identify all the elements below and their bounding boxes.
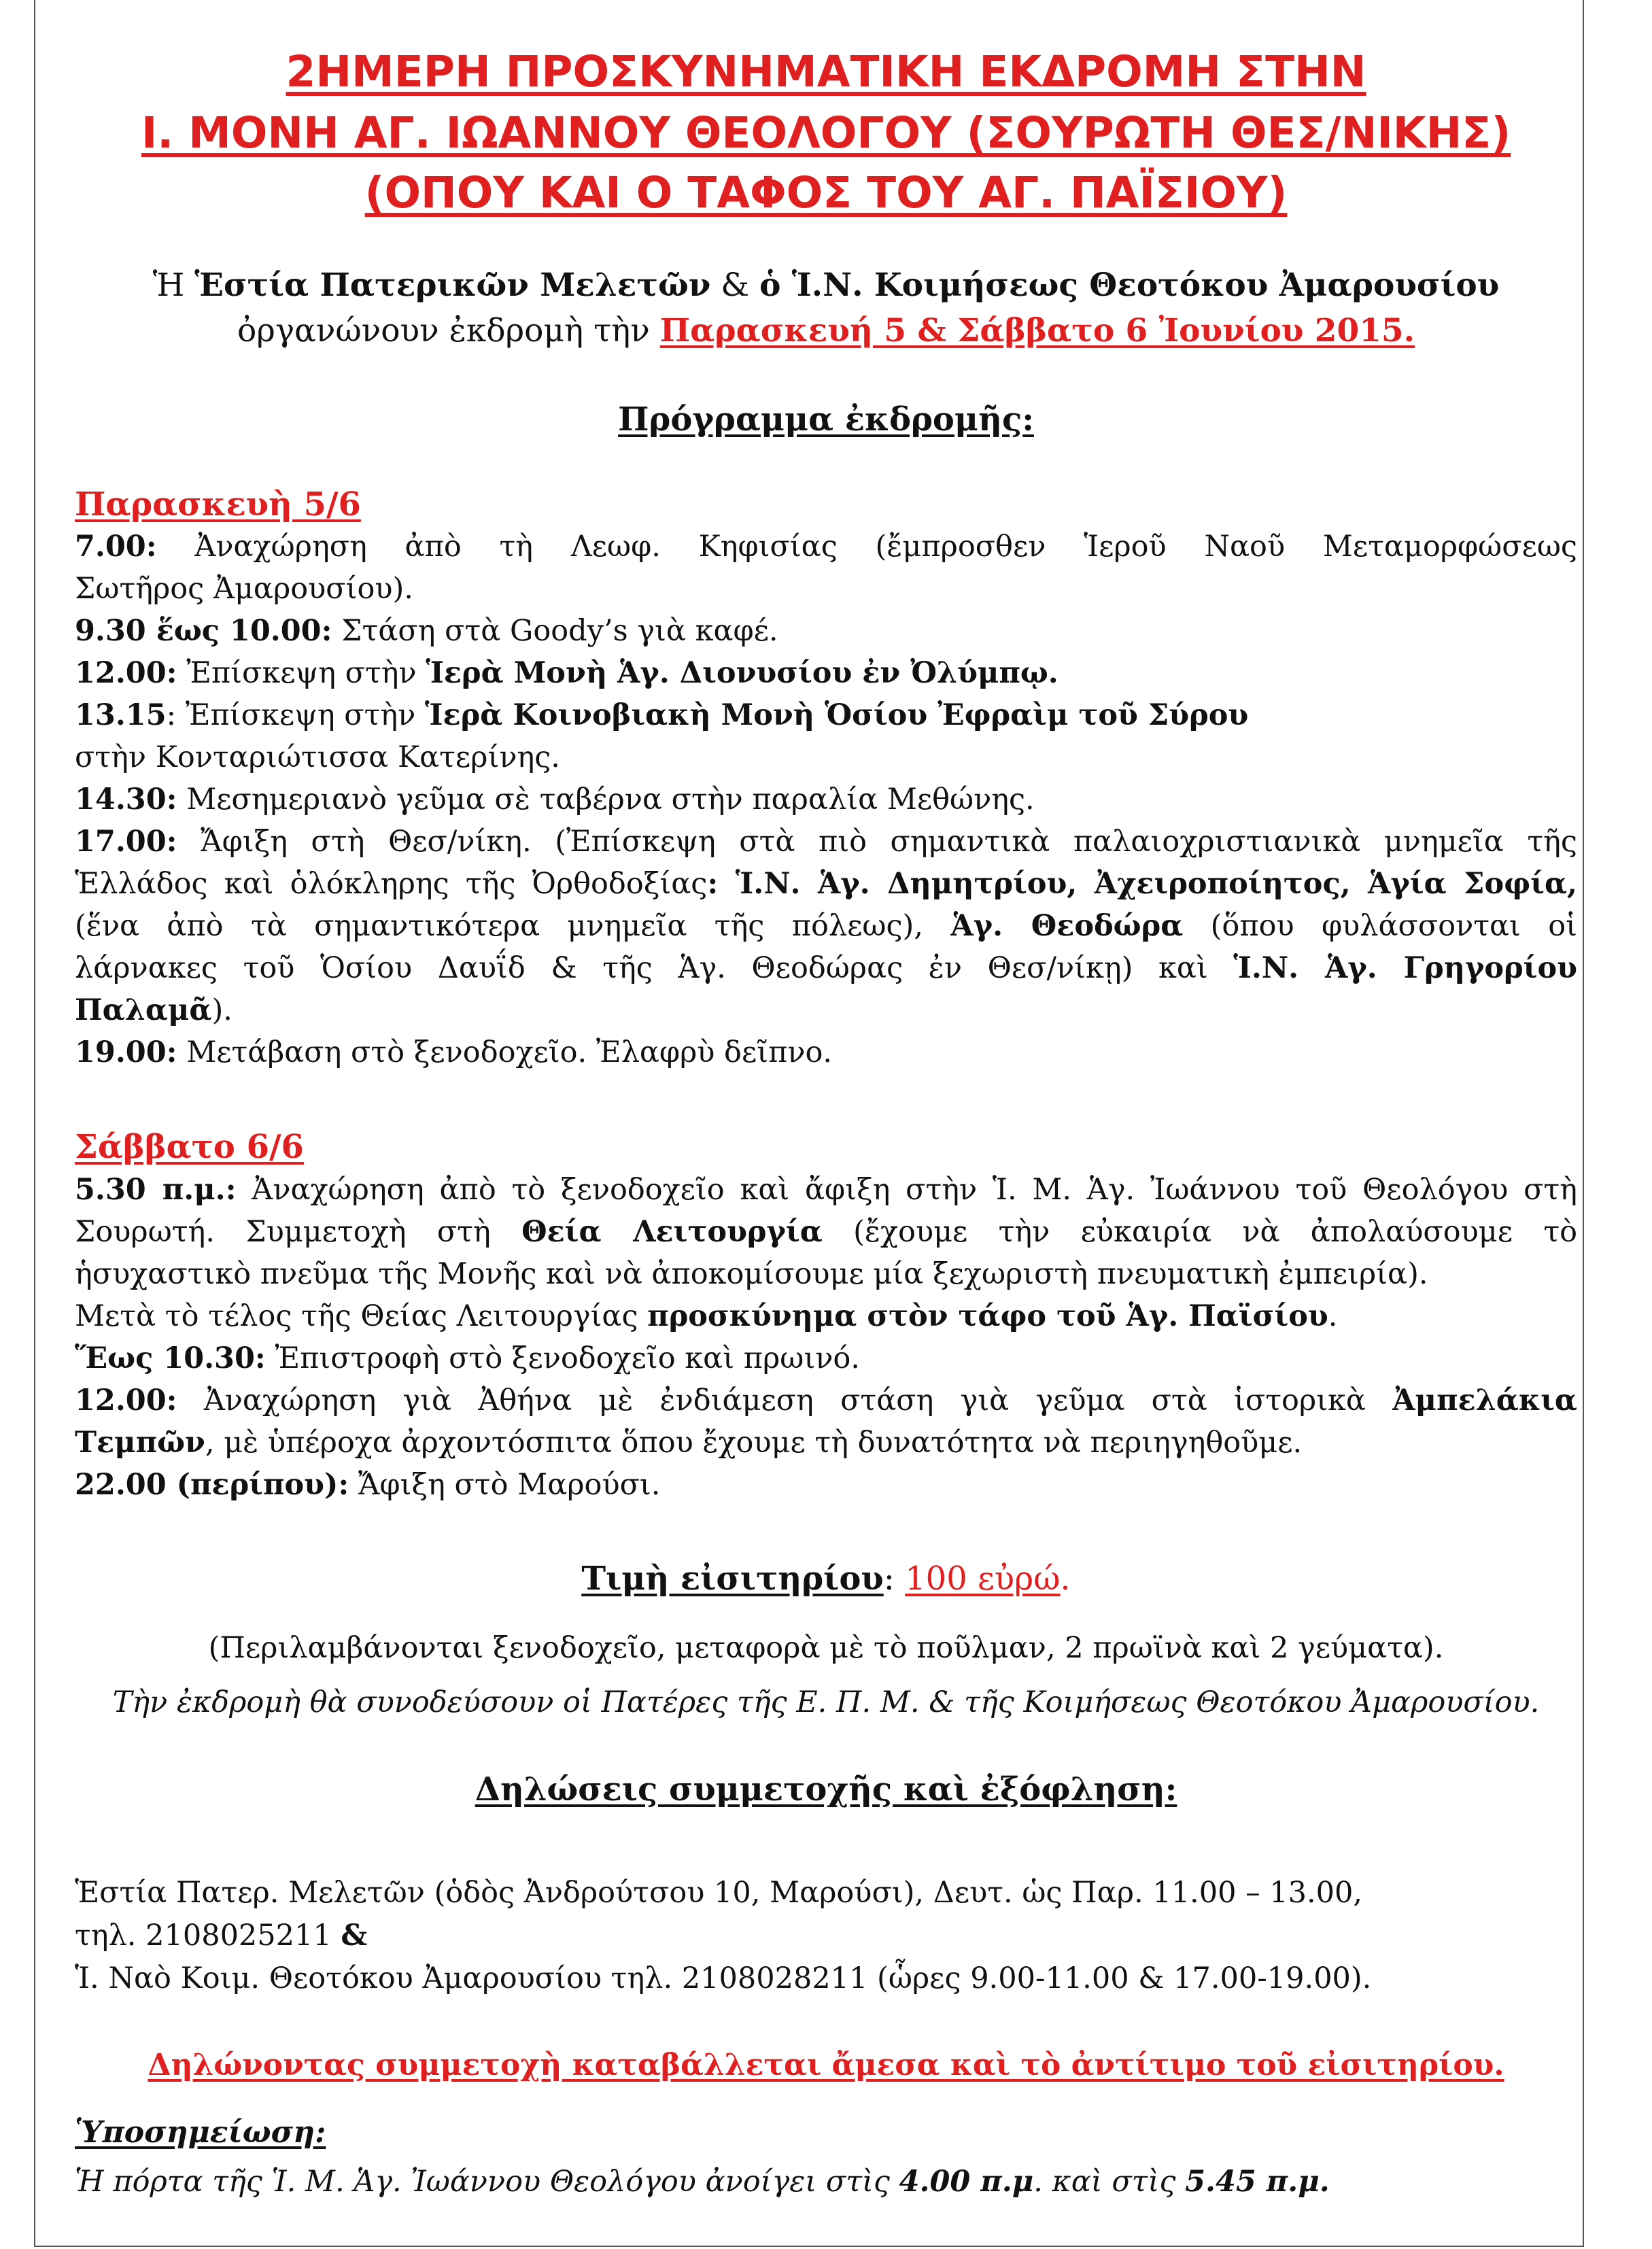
day2-line: Τεμπῶν, μὲ ὑπέροχα ἀρχοντόσπιτα ὅπου ἔχουμε τὴ δυνατότητα νὰ περιηγηθοῦμε. <box>75 1426 1303 1460</box>
registration-heading: Δηλώσεις συμμετοχῆς καὶ ἐξόφληση: <box>475 1770 1177 1808</box>
payment-notice: Δηλώνοντας συμμετοχὴ καταβάλλεται ἄμεσα καὶ τὸ ἀντίτιμο τοῦ εἰσιτηρίου. <box>148 2048 1504 2082</box>
intro-text: Ἡ <box>152 267 195 304</box>
day1-line: λάρνακες τοῦ Ὁσίου Δαυΐδ & τῆς Ἁγ. Θεοδώρας ἐν Θεσ/νίκῃ) καὶ Ἱ.Ν. Ἁγ. Γρηγορίου <box>75 951 1577 985</box>
day1-line: 13.15: Ἐπίσκεψη στὴν Ἱερὰ Κοινοβιακὴ Μονὴ Ὁσίου Ἐφραὶμ τοῦ Σύρου <box>75 698 1249 732</box>
title-line-2: Ι. ΜΟΝΗ ΑΓ. ΙΩΑΝΝΟΥ ΘΕΟΛΟΓΟΥ (ΣΟΥΡΩΤΗ ΘΕΣ/ΝΙΚΗΣ) <box>141 108 1511 158</box>
registration-line: Ἑστία Πατερ. Μελετῶν (ὁδὸς Ἀνδρούτσου 10, Μαρούσι), Δευτ. ὡς Παρ. 11.00 – 13.00, <box>75 1876 1363 1910</box>
intro-text: & <box>710 267 760 304</box>
footnote-heading: Ὑποσημείωση: <box>75 2115 326 2150</box>
day1-line: 7.00: Ἀναχώρηση ἀπὸ τὴ Λεωφ. Κηφισίας (ἔμπροσθεν Ἱεροῦ Ναοῦ Μεταμορφώσεως <box>75 530 1577 564</box>
day1-heading: Παρασκευὴ 5/6 <box>75 485 361 523</box>
day1-line: στὴν Κονταριώτισσα Κατερίνης. <box>75 740 560 774</box>
day1-line: 19.00: Μετάβαση στὸ ξενοδοχεῖο. Ἐλαφρὺ δεῖπνο. <box>75 1035 833 1069</box>
trip-dates: Παρασκευή 5 & Σάββατο 6 Ἰουνίου 2015. <box>659 312 1415 349</box>
day2-heading: Σάββατο 6/6 <box>75 1128 304 1166</box>
organizer-2: ὁ Ἱ.Ν. Κοιμήσεως Θεοτόκου Ἀμαρουσίου <box>759 267 1500 304</box>
day2-line: 22.00 (περίπου): Ἄφιξη στὸ Μαρούσι. <box>75 1468 661 1502</box>
price-label: Τιμὴ εἰσιτηρίου <box>581 1560 884 1598</box>
footnote-text: Ἡ πόρτα τῆς Ἱ. Μ. Ἁγ. Ἰωάννου Θεολόγου ἀνοίγει στὶς 4.00 π.μ. καὶ στὶς 5.45 π.μ. <box>75 2165 1330 2199</box>
day1-line: Ἑλλάδος καὶ ὁλόκληρης τῆς Ὀρθοδοξίας: Ἱ.Ν. Ἁγ. Δημητρίου, Ἀχειροποίητος, Ἁγία Σοφία, <box>75 867 1577 901</box>
day1-line: 12.00: Ἐπίσκεψη στὴν Ἱερὰ Μονὴ Ἁγ. Διονυσίου ἐν Ὀλύμπῳ. <box>75 656 1059 690</box>
day2-line: Μετὰ τὸ τέλος τῆς Θείας Λειτουργίας προσκύνημα στὸν τάφο τοῦ Ἁγ. Παϊσίου. <box>75 1299 1338 1333</box>
program-heading: Πρόγραμμα ἐκδρομῆς: <box>618 400 1034 439</box>
day1-line: Παλαμᾶ). <box>75 993 233 1027</box>
day1-line: Σωτῆρος Ἀμαρουσίου). <box>75 572 413 606</box>
price-value: 100 εὐρώ <box>905 1560 1061 1598</box>
day2-line: Σουρωτή. Συμμετοχὴ στὴ Θεία Λειτουργία (ἔχουμε τὴν εὐκαιρία νὰ ἀπολαύσουμε τὸ <box>75 1215 1578 1249</box>
day1-line: 14.30: Μεσημεριανὸ γεῦμα σὲ ταβέρνα στὴν παραλία Μεθώνης. <box>75 783 1035 817</box>
title-line-1: 2ΗΜΕΡΗ ΠΡΟΣΚΥΝΗΜΑΤΙΚΗ ΕΚΔΡΟΜΗ ΣΤΗΝ <box>286 47 1366 97</box>
registration-line: τηλ. 2108025211 & <box>75 1919 368 1953</box>
registration-line: Ἱ. Ναὸ Κοιμ. Θεοτόκου Ἀμαρουσίου τηλ. 2108028211 (ὧρες 9.00-11.00 & 17.00-19.00). <box>75 1961 1372 1995</box>
day1-line: 17.00: Ἄφιξη στὴ Θεσ/νίκη. (Ἐπίσκεψη στὰ πιὸ σημαντικὰ παλαιοχριστιανικὰ μνημεῖα τῆς <box>75 825 1577 859</box>
day2-line: 5.30 π.μ.: Ἀναχώρηση ἀπὸ τὸ ξενοδοχεῖο καὶ ἄφιξη στὴν Ἱ. Μ. Ἁγ. Ἰωάννου τοῦ Θεολόγου στὴ <box>75 1173 1577 1207</box>
title-line-3: (ΟΠΟΥ ΚΑΙ Ο ΤΑΦΟΣ ΤΟΥ ΑΓ. ΠΑΪΣΙΟΥ) <box>364 168 1288 218</box>
organizer-1: Ἑστία Πατερικῶν Μελετῶν <box>194 267 711 304</box>
intro-line-2 <box>0 313 1652 349</box>
intro-line-1 <box>0 267 1652 304</box>
price-includes: (Περιλαμβάνονται ξενοδοχεῖο, μεταφορὰ μὲ τὸ ποῦλμαν, 2 πρωϊνὰ καὶ 2 γεύματα). <box>208 1631 1444 1665</box>
intro-text: ὀργανώνουν ἐκδρομὴ τὴν <box>237 312 660 349</box>
day1-line: 9.30 ἕως 10.00: Στάση στὰ Goody’s γιὰ καφέ. <box>75 614 778 648</box>
day2-line: ἡσυχαστικὸ πνεῦμα τῆς Μονῆς καὶ νὰ ἀποκομίσουμε μία ξεχωριστὴ πνευματικὴ ἐμπειρία). <box>75 1257 1428 1291</box>
day2-line: Ἕως 10.30: Ἐπιστροφὴ στὸ ξενοδοχεῖο καὶ πρωινό. <box>75 1341 860 1375</box>
day1-line: (ἕνα ἀπὸ τὰ σημαντικότερα μνημεῖα τῆς πόλεως), Ἁγ. Θεοδώρα (ὅπου φυλάσσονται οἱ <box>75 909 1578 943</box>
escort-note: Τὴν ἐκδρομὴ θὰ συνοδεύσουν οἱ Πατέρες τῆς Ε. Π. Μ. & τῆς Κοιμήσεως Θεοτόκου Ἀμαρουσίου. <box>112 1685 1540 1719</box>
day2-line: 12.00: Ἀναχώρηση γιὰ Ἀθήνα μὲ ἐνδιάμεση στάση γιὰ γεῦμα στὰ ἱστορικὰ Ἀμπελάκια <box>75 1384 1577 1418</box>
price-line: Τιμὴ εἰσιτηρίου: 100 εὐρώ. <box>581 1560 1071 1598</box>
